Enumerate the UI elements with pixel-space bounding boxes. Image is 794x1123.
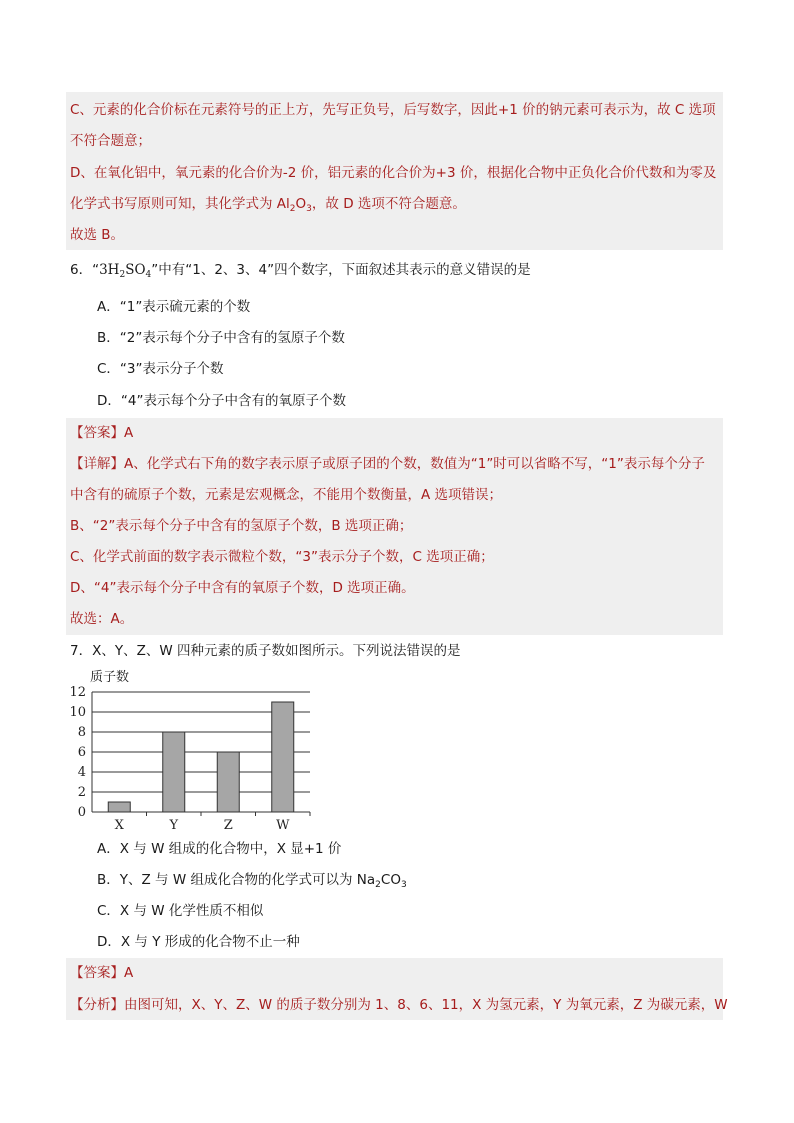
q6-option-a: A．“1”表示硫元素的个数 xyxy=(97,299,251,315)
h2so4-formula: $3H_2SO_4$ xyxy=(99,262,152,280)
chart-y-tick-label: 8 xyxy=(77,725,86,740)
chart-y-tick-label: 12 xyxy=(69,685,86,700)
chart-x-tick-label: W xyxy=(276,818,290,833)
explanation-d-line-1: D、在氧化铝中，氧元素的化合价为-2 价，铝元素的化合价为+3 价，根据化合物中正负化合价代数和为零及 xyxy=(70,165,717,181)
chart-y-tick-label: 4 xyxy=(77,765,86,780)
chart-bar-z xyxy=(217,752,239,812)
q7-option-c: C．X 与 W 化学性质不相似 xyxy=(97,903,264,919)
q7-answer: 【答案】A xyxy=(70,965,134,981)
explanation-d-text-b: ，故 D 选项不符合题意。 xyxy=(311,196,466,212)
q6-option-c: C．“3”表示分子个数 xyxy=(97,361,224,377)
q6-option-b: B．“2”表示每个分子中含有的氢原子个数 xyxy=(97,330,345,346)
q6-conclusion: 故选：A。 xyxy=(70,611,134,627)
chart-x-tick-label: Z xyxy=(223,818,233,833)
proton-number-chart xyxy=(60,664,320,834)
al2o3-formula: $Al_2O_3$ xyxy=(276,196,312,214)
na2co3-formula: $Na_2CO_3$ xyxy=(356,872,407,890)
chart-y-tick-label: 10 xyxy=(69,705,86,720)
chart-bar-y xyxy=(163,732,185,812)
q6-explain-line-3: B、“2”表示每个分子中含有的氢原子个数，B 选项正确； xyxy=(70,518,413,534)
conclusion-q5: 故选 B。 xyxy=(70,227,125,243)
q6-answer: 【答案】A xyxy=(70,425,134,441)
explanation-c-line-2: 不符合题意； xyxy=(70,133,151,149)
q6-option-d: D．“4”表示每个分子中含有的氧原子个数 xyxy=(97,393,346,409)
chart-y-tick-label: 2 xyxy=(77,785,86,800)
q6-explain-line-1: 【详解】A、化学式右下角的数字表示原子或原子团的个数，数值为“1”时可以省略不写，“1”表示每个分子 xyxy=(70,456,705,472)
explanation-c-line-1: C、元素的化合价标在元素符号的正上方，先写正负号，后写数字，因此+1 价的钠元素可表示为，故 C 选项 xyxy=(70,102,716,118)
q6-explain-line-5: D、“4”表示每个分子中含有的氧原子个数，D 选项正确。 xyxy=(70,580,415,596)
q7-analysis-line-1: 【分析】由图可知，X、Y、Z、W 的质子数分别为 1、8、6、11，X 为氢元素，Y 为氧元素，Z 为碳元素，W xyxy=(70,997,728,1013)
chart-bar-w xyxy=(272,702,294,812)
question-7-stem: 7．X、Y、Z、W 四种元素的质子数如图所示。下列说法错误的是 xyxy=(70,643,461,659)
q7-option-b: B．Y、Z 与 W 组成化合物的化学式可以为 $Na_2CO_3$ xyxy=(97,872,407,890)
question-6-stem: 6．“$3H_2SO_4$”中有“1、2、3、4”四个数字，下面叙述其表示的意义错误的是 xyxy=(70,262,531,280)
q6-explain-line-2: 中含有的硫原子个数，元素是宏观概念，不能用个数衡量，A 选项错误； xyxy=(70,487,503,503)
chart-bar-x xyxy=(108,802,130,812)
chart-y-axis-label: 质子数 xyxy=(90,670,130,685)
chart-y-tick-label: 0 xyxy=(77,805,86,820)
chart-y-tick-label: 6 xyxy=(77,745,86,760)
explanation-d-line-2 xyxy=(70,194,466,214)
chart-x-tick-label: X xyxy=(114,818,124,833)
q6-explain-line-4: C、化学式前面的数字表示微粒个数，“3”表示分子个数，C 选项正确； xyxy=(70,549,494,565)
explanation-d-text-a: 化学式书写原则可知，其化学式为 xyxy=(70,196,277,212)
q7-option-d: D．X 与 Y 形成的化合物不止一种 xyxy=(97,934,300,950)
chart-x-tick-label: Y xyxy=(169,818,179,833)
q7-option-a: A．X 与 W 组成的化合物中，X 显+1 价 xyxy=(97,841,342,857)
